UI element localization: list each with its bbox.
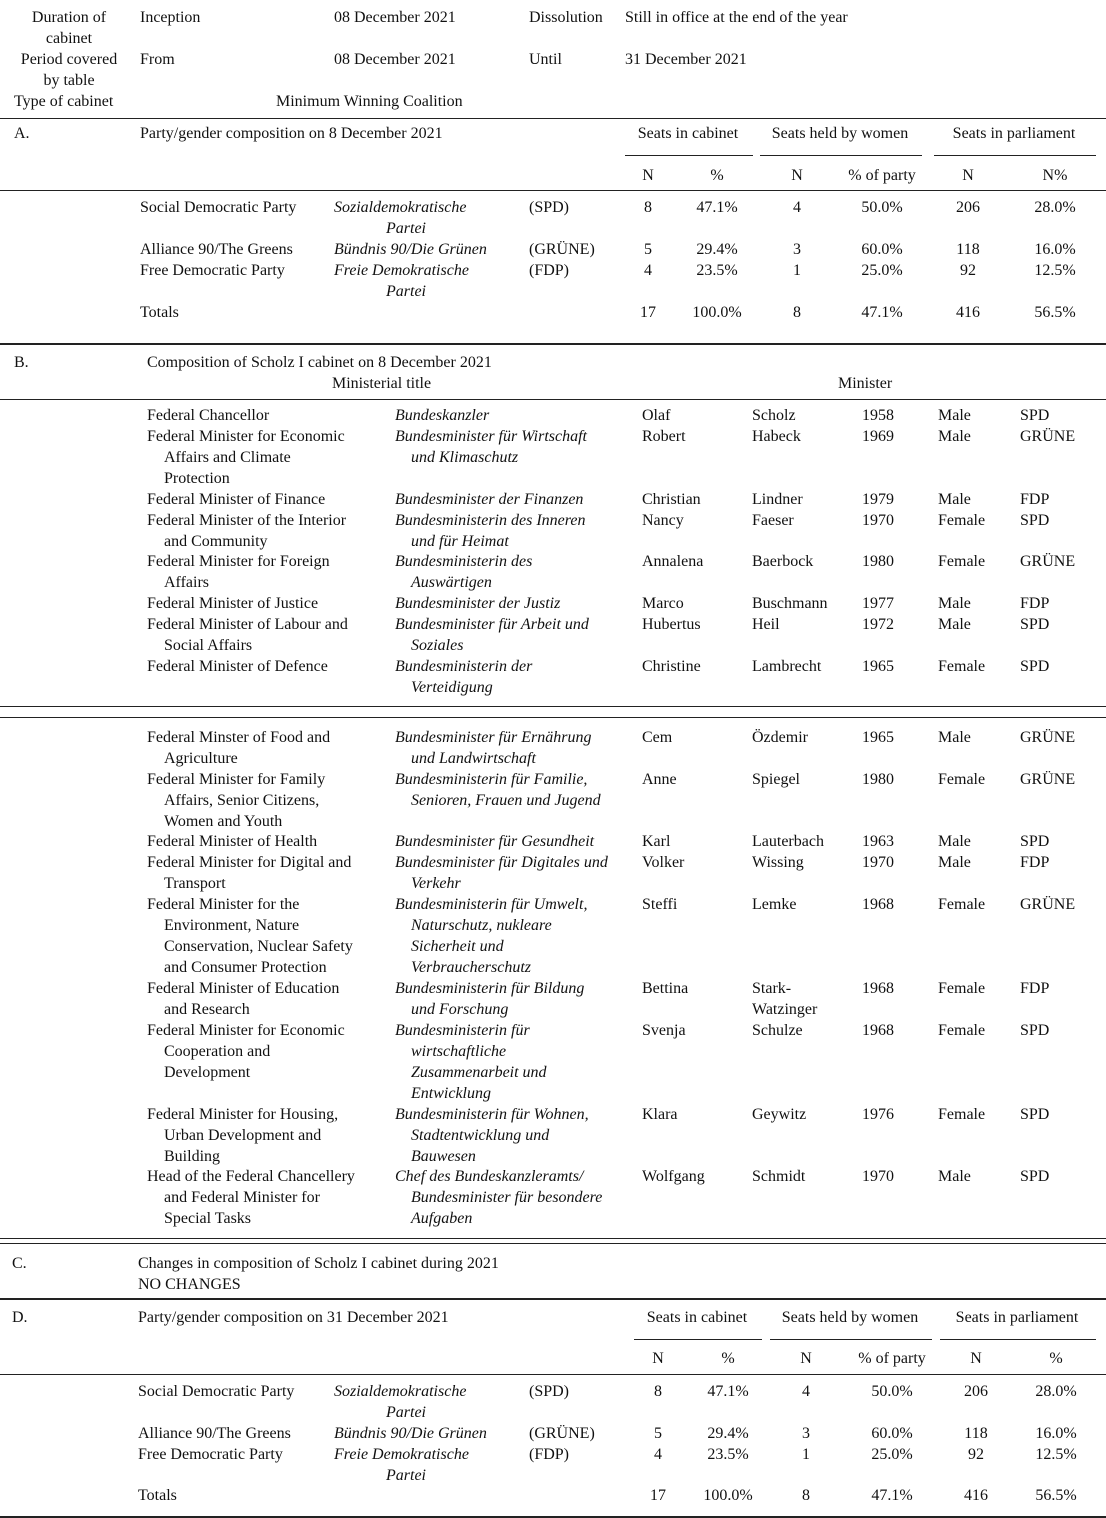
divider — [0, 343, 1106, 345]
cell-cp: 29.4% — [696, 241, 738, 258]
ministerial-title-de: Bundesminister für Wirtschaft — [395, 428, 587, 445]
cell-cn: 4 — [654, 1446, 662, 1463]
cell-wn: 3 — [802, 1425, 810, 1442]
sub-cabinet-pct: % — [710, 167, 724, 184]
ministerial-title-de: Bundesministerin für Wohnen, — [395, 1106, 589, 1123]
ministerial-title-de-cont: und Klimaschutz — [411, 449, 519, 466]
minister-first-name: Bettina — [642, 980, 689, 997]
section-d-h-women: Seats held by women — [781, 1309, 919, 1326]
ministerial-title-en: Federal Minister of Defence — [147, 658, 328, 675]
underline — [760, 155, 922, 156]
ministerial-title-de-cont: und Forschung — [411, 1001, 509, 1018]
minister-birth-year: 1972 — [862, 616, 894, 633]
sub-women-n: N — [800, 1350, 812, 1367]
minister-gender: Female — [938, 980, 986, 997]
section-c-title: Changes in composition of Scholz I cabinet during 2021 — [138, 1255, 499, 1272]
period-label: Period covered by table — [20, 51, 118, 89]
minister-gender: Male — [938, 1168, 971, 1185]
section-d-h-cabinet: Seats in cabinet — [646, 1309, 748, 1326]
from-label: From — [140, 51, 175, 68]
minister-gender: Female — [938, 896, 986, 913]
inception-value: 08 December 2021 — [334, 9, 456, 26]
ministerial-title-en-cont: and Community — [164, 533, 268, 550]
cell-cn: 4 — [644, 262, 652, 279]
ministerial-title-de-cont: Auswärtigen — [411, 574, 492, 591]
minister-gender: Male — [938, 407, 971, 424]
underline — [634, 1339, 762, 1340]
ministerial-title-de-cont: Stadtentwicklung und Bauwesen — [411, 1127, 550, 1165]
section-d-h-parliament: Seats in parliament — [955, 1309, 1079, 1326]
cell-wn: 1 — [793, 262, 801, 279]
sub-parliament-pct: % — [1049, 1350, 1063, 1367]
minister-last-name: Spiegel — [752, 771, 800, 788]
sub-women-n: N — [791, 167, 803, 184]
section-b-h-minister: Minister — [838, 375, 893, 392]
totals-pp: 56.5% — [1035, 1487, 1077, 1504]
party-name-de: Freie Demokratische — [334, 1446, 469, 1463]
totals-label: Totals — [138, 1487, 177, 1504]
minister-last-name: Geywitz — [752, 1106, 807, 1123]
cell-pp: 12.5% — [1034, 262, 1076, 279]
minister-party: GRÜNE — [1020, 896, 1076, 913]
ministerial-title-de: Bundesministerin für Bildung — [395, 980, 585, 997]
section-a-h-cabinet: Seats in cabinet — [637, 125, 739, 142]
ministerial-title-de: Bundesminister für Arbeit und — [395, 616, 589, 633]
totals-cn: 17 — [640, 304, 656, 321]
party-name-de-cont: Partei — [386, 1467, 426, 1484]
cell-cp: 23.5% — [696, 262, 738, 279]
minister-last-name: Stark- Watzinger — [752, 980, 818, 1018]
until-value: 31 December 2021 — [625, 51, 747, 68]
minister-gender: Female — [938, 658, 986, 675]
ministerial-title-en: Federal Minister for Digital and — [147, 854, 352, 871]
cell-pn: 118 — [964, 1425, 988, 1442]
minister-first-name: Christian — [642, 491, 701, 508]
dissolution-value: Still in office at the end of the year — [625, 9, 848, 26]
party-name-en: Alliance 90/The Greens — [138, 1425, 291, 1442]
totals-wp: 47.1% — [861, 304, 903, 321]
ministerial-title-en: Federal Minister for the — [147, 896, 300, 913]
minister-birth-year: 1970 — [862, 512, 894, 529]
cell-cp: 23.5% — [707, 1446, 749, 1463]
minister-party: SPD — [1020, 616, 1050, 633]
ministerial-title-de-cont: und Landwirtschaft — [411, 750, 536, 767]
ministerial-title-de-cont: Senioren, Frauen und Jugend — [411, 792, 601, 809]
section-a-letter: A. — [14, 125, 30, 142]
totals-pp: 56.5% — [1034, 304, 1076, 321]
ministerial-title-en-cont: and Research — [164, 1001, 250, 1018]
party-name-de: Freie Demokratische — [334, 262, 469, 279]
cell-pp: 12.5% — [1035, 1446, 1077, 1463]
ministerial-title-de: Bundesministerin für Familie, — [395, 771, 588, 788]
minister-last-name: Buschmann — [752, 595, 828, 612]
minister-last-name: Lemke — [752, 896, 797, 913]
type-label: Type of cabinet — [14, 93, 114, 110]
ministerial-title-de-cont: Naturschutz, nukleare Sicherheit und Verbraucherschutz — [411, 917, 552, 976]
section-b-h-title: Ministerial title — [332, 375, 432, 392]
minister-gender: Male — [938, 616, 971, 633]
duration-label: Duration of cabinet — [31, 9, 107, 47]
inception-label: Inception — [140, 9, 201, 26]
minister-first-name: Karl — [642, 833, 671, 850]
sub-cabinet-n: N — [652, 1350, 664, 1367]
minister-birth-year: 1968 — [862, 980, 894, 997]
divider — [0, 1243, 1106, 1244]
sub-parliament-n: N — [970, 1350, 982, 1367]
ministerial-title-en: Federal Minister of Health — [147, 833, 318, 850]
totals-pn: 416 — [964, 1487, 988, 1504]
ministerial-title-en: Federal Minister of Finance — [147, 491, 326, 508]
minister-first-name: Robert — [642, 428, 686, 445]
ministerial-title-de: Bundesministerin für Umwelt, — [395, 896, 588, 913]
minister-last-name: Lauterbach — [752, 833, 824, 850]
minister-last-name: Baerbock — [752, 553, 814, 570]
cell-wn: 4 — [793, 199, 801, 216]
underline — [770, 1339, 932, 1340]
cell-cp: 29.4% — [707, 1425, 749, 1442]
from-value: 08 December 2021 — [334, 51, 456, 68]
cell-pn: 206 — [964, 1383, 988, 1400]
divider — [0, 118, 1106, 119]
cell-pn: 92 — [968, 1446, 984, 1463]
party-abbr: (FDP) — [529, 1446, 570, 1463]
minister-birth-year: 1980 — [862, 553, 894, 570]
party-name-de: Bündnis 90/Die Grünen — [334, 241, 487, 258]
party-abbr: (GRÜNE) — [529, 1425, 595, 1442]
ministerial-title-de-cont: Verkehr — [411, 875, 461, 892]
ministerial-title-en: Federal Minister of Education — [147, 980, 340, 997]
cell-pp: 16.0% — [1034, 241, 1076, 258]
totals-pn: 416 — [956, 304, 980, 321]
minister-first-name: Cem — [642, 729, 673, 746]
totals-cn: 17 — [650, 1487, 666, 1504]
minister-party: SPD — [1020, 512, 1050, 529]
minister-last-name: Özdemir — [752, 729, 808, 746]
ministerial-title-de: Bundesminister für Gesundheit — [395, 833, 595, 850]
underline — [934, 155, 1096, 156]
ministerial-title-de: Bundesministerin des — [395, 553, 533, 570]
cell-wp: 50.0% — [871, 1383, 913, 1400]
minister-last-name: Lindner — [752, 491, 803, 508]
minister-gender: Male — [938, 491, 971, 508]
minister-birth-year: 1965 — [862, 729, 894, 746]
cell-cn: 5 — [654, 1425, 662, 1442]
minister-gender: Female — [938, 553, 986, 570]
divider — [0, 190, 1106, 191]
minister-gender: Male — [938, 428, 971, 445]
party-name-de-cont: Partei — [386, 220, 426, 237]
section-c-note: NO CHANGES — [138, 1276, 241, 1293]
ministerial-title-de: Bundesminister für Ernährung — [395, 729, 592, 746]
ministerial-title-en-cont: Affairs and Climate Protection — [164, 449, 291, 487]
party-name-en: Social Democratic Party — [138, 1383, 295, 1400]
section-d-title: Party/gender composition on 31 December 2021 — [138, 1309, 449, 1326]
cell-cn: 8 — [654, 1383, 662, 1400]
ministerial-title-en-cont: Affairs, Senior Citizens, Women and Youth — [164, 792, 320, 830]
minister-last-name: Lambrecht — [752, 658, 822, 675]
ministerial-title-en: Head of the Federal Chancellery — [147, 1168, 355, 1185]
ministerial-title-de-cont: wirtschaftliche Zusammenarbeit und Entwicklung — [411, 1043, 547, 1102]
minister-first-name: Klara — [642, 1106, 678, 1123]
cell-pp: 28.0% — [1034, 199, 1076, 216]
minister-gender: Male — [938, 729, 971, 746]
minister-last-name: Schmidt — [752, 1168, 806, 1185]
sub-parliament-pct: N% — [1042, 167, 1068, 184]
sub-parliament-n: N — [962, 167, 974, 184]
ministerial-title-de: Bundesminister der Justiz — [395, 595, 561, 612]
totals-wp: 47.1% — [871, 1487, 913, 1504]
ministerial-title-de: Bundesminister der Finanzen — [395, 491, 584, 508]
minister-gender: Female — [938, 771, 986, 788]
cell-wp: 50.0% — [861, 199, 903, 216]
minister-birth-year: 1958 — [862, 407, 894, 424]
section-b-title: Composition of Scholz I cabinet on 8 December 2021 — [147, 354, 492, 371]
party-name-en: Social Democratic Party — [140, 199, 297, 216]
minister-party: SPD — [1020, 407, 1050, 424]
ministerial-title-en-cont: and Federal Minister for Special Tasks — [164, 1189, 320, 1227]
minister-birth-year: 1968 — [862, 896, 894, 913]
party-name-en: Free Democratic Party — [138, 1446, 283, 1463]
ministerial-title-de: Bundeskanzler — [395, 407, 490, 424]
ministerial-title-en: Federal Minster of Food and — [147, 729, 331, 746]
party-abbr: (GRÜNE) — [529, 241, 595, 258]
minister-last-name: Scholz — [752, 407, 796, 424]
minister-party: SPD — [1020, 658, 1050, 675]
cell-pn: 118 — [956, 241, 980, 258]
minister-gender: Female — [938, 1022, 986, 1039]
ministerial-title-en: Federal Minister for Foreign — [147, 553, 330, 570]
minister-first-name: Marco — [642, 595, 684, 612]
minister-first-name: Olaf — [642, 407, 671, 424]
party-name-de: Sozialdemokratische — [334, 1383, 467, 1400]
ministerial-title-de: Chef des Bundeskanzleramts/ — [395, 1168, 584, 1185]
cell-cp: 47.1% — [696, 199, 738, 216]
divider — [0, 399, 1106, 400]
dissolution-label: Dissolution — [529, 9, 603, 26]
ministerial-title-en: Federal Minister for Economic — [147, 428, 345, 445]
cell-wp: 60.0% — [871, 1425, 913, 1442]
party-name-de: Sozialdemokratische — [334, 199, 467, 216]
ministerial-title-en: Federal Minister of Justice — [147, 595, 319, 612]
totals-wn: 8 — [802, 1487, 810, 1504]
minister-birth-year: 1977 — [862, 595, 894, 612]
ministerial-title-en-cont: Urban Development and Building — [164, 1127, 322, 1165]
ministerial-title-en: Federal Minister of the Interior — [147, 512, 347, 529]
underline — [625, 155, 753, 156]
minister-first-name: Volker — [642, 854, 685, 871]
minister-party: SPD — [1020, 1022, 1050, 1039]
party-name-de: Bündnis 90/Die Grünen — [334, 1425, 487, 1442]
totals-cp: 100.0% — [703, 1487, 753, 1504]
cell-cn: 5 — [644, 241, 652, 258]
minister-first-name: Svenja — [642, 1022, 686, 1039]
party-name-de-cont: Partei — [386, 283, 426, 300]
minister-first-name: Nancy — [642, 512, 684, 529]
minister-party: FDP — [1020, 595, 1050, 612]
minister-gender: Female — [938, 512, 986, 529]
minister-last-name: Habeck — [752, 428, 801, 445]
minister-gender: Male — [938, 854, 971, 871]
minister-party: FDP — [1020, 980, 1050, 997]
minister-birth-year: 1963 — [862, 833, 894, 850]
party-name-de-cont: Partei — [386, 1404, 426, 1421]
sub-women-pct: % of party — [848, 167, 916, 184]
ministerial-title-de-cont: Soziales — [411, 637, 464, 654]
minister-birth-year: 1968 — [862, 1022, 894, 1039]
ministerial-title-en-cont: Transport — [164, 875, 226, 892]
section-a-title: Party/gender composition on 8 December 2021 — [140, 125, 443, 142]
cell-wp: 25.0% — [861, 262, 903, 279]
minister-birth-year: 1979 — [862, 491, 894, 508]
ministerial-title-de: Bundesministerin der — [395, 658, 533, 675]
cell-pn: 206 — [956, 199, 980, 216]
minister-party: SPD — [1020, 1168, 1050, 1185]
minister-last-name: Faeser — [752, 512, 794, 529]
ministerial-title-de-cont: Bundesminister für besondere Aufgaben — [411, 1189, 603, 1227]
ministerial-title-en: Federal Minister of Labour and — [147, 616, 348, 633]
divider — [0, 1298, 1106, 1300]
ministerial-title-en-cont: Agriculture — [164, 750, 238, 767]
section-c-letter: C. — [12, 1255, 27, 1272]
totals-label: Totals — [140, 304, 179, 321]
minister-gender: Male — [938, 833, 971, 850]
cell-wn: 4 — [802, 1383, 810, 1400]
party-name-en: Alliance 90/The Greens — [140, 241, 293, 258]
ministerial-title-de: Bundesministerin für — [395, 1022, 530, 1039]
section-d-letter: D. — [12, 1309, 28, 1326]
minister-birth-year: 1980 — [862, 771, 894, 788]
ministerial-title-de-cont: und für Heimat — [411, 533, 509, 550]
minister-party: GRÜNE — [1020, 771, 1076, 788]
minister-party: GRÜNE — [1020, 428, 1076, 445]
ministerial-title-en: Federal Minister for Housing, — [147, 1106, 339, 1123]
cell-wn: 1 — [802, 1446, 810, 1463]
minister-first-name: Hubertus — [642, 616, 701, 633]
minister-last-name: Schulze — [752, 1022, 803, 1039]
totals-wn: 8 — [793, 304, 801, 321]
cell-pn: 92 — [960, 262, 976, 279]
ministerial-title-de-cont: Verteidigung — [411, 679, 493, 696]
minister-birth-year: 1965 — [862, 658, 894, 675]
minister-first-name: Anne — [642, 771, 677, 788]
party-name-en: Free Democratic Party — [140, 262, 285, 279]
type-value: Minimum Winning Coalition — [276, 93, 463, 110]
minister-party: GRÜNE — [1020, 553, 1076, 570]
minister-last-name: Wissing — [752, 854, 804, 871]
party-abbr: (SPD) — [529, 199, 570, 216]
ministerial-title-en-cont: Social Affairs — [164, 637, 253, 654]
minister-first-name: Annalena — [642, 553, 704, 570]
minister-party: FDP — [1020, 491, 1050, 508]
ministerial-title-en: Federal Minister for Family — [147, 771, 326, 788]
minister-party: FDP — [1020, 854, 1050, 871]
divider — [0, 1238, 1106, 1239]
ministerial-title-en-cont: Environment, Nature Conservation, Nuclear Safety and Consumer Protection — [164, 917, 353, 976]
divider — [0, 717, 1106, 718]
party-abbr: (FDP) — [529, 262, 570, 279]
minister-party: GRÜNE — [1020, 729, 1076, 746]
ministerial-title-en-cont: Affairs — [164, 574, 210, 591]
cell-wn: 3 — [793, 241, 801, 258]
minister-last-name: Heil — [752, 616, 780, 633]
cell-wp: 60.0% — [861, 241, 903, 258]
minister-first-name: Steffi — [642, 896, 678, 913]
ministerial-title-en: Federal Chancellor — [147, 407, 270, 424]
minister-birth-year: 1970 — [862, 854, 894, 871]
cell-pp: 16.0% — [1035, 1425, 1077, 1442]
minister-birth-year: 1976 — [862, 1106, 894, 1123]
sub-cabinet-pct: % — [721, 1350, 735, 1367]
ministerial-title-en: Federal Minister for Economic — [147, 1022, 345, 1039]
ministerial-title-en-cont: Cooperation and Development — [164, 1043, 271, 1081]
cell-pp: 28.0% — [1035, 1383, 1077, 1400]
minister-party: SPD — [1020, 833, 1050, 850]
minister-birth-year: 1969 — [862, 428, 894, 445]
until-label: Until — [529, 51, 562, 68]
divider — [0, 706, 1106, 707]
underline — [940, 1339, 1096, 1340]
totals-cp: 100.0% — [692, 304, 742, 321]
cell-cp: 47.1% — [707, 1383, 749, 1400]
divider — [0, 1374, 1106, 1375]
section-a-h-parliament: Seats in parliament — [952, 125, 1076, 142]
minister-gender: Female — [938, 1106, 986, 1123]
cell-cn: 8 — [644, 199, 652, 216]
minister-first-name: Christine — [642, 658, 701, 675]
minister-party: SPD — [1020, 1106, 1050, 1123]
sub-cabinet-n: N — [642, 167, 654, 184]
sub-women-pct: % of party — [858, 1350, 926, 1367]
section-b-letter: B. — [14, 354, 29, 371]
ministerial-title-de: Bundesministerin des Inneren — [395, 512, 586, 529]
minister-first-name: Wolfgang — [642, 1168, 705, 1185]
minister-birth-year: 1970 — [862, 1168, 894, 1185]
party-abbr: (SPD) — [529, 1383, 570, 1400]
cell-wp: 25.0% — [871, 1446, 913, 1463]
section-a-h-women: Seats held by women — [771, 125, 909, 142]
minister-gender: Male — [938, 595, 971, 612]
ministerial-title-de: Bundesminister für Digitales und — [395, 854, 608, 871]
